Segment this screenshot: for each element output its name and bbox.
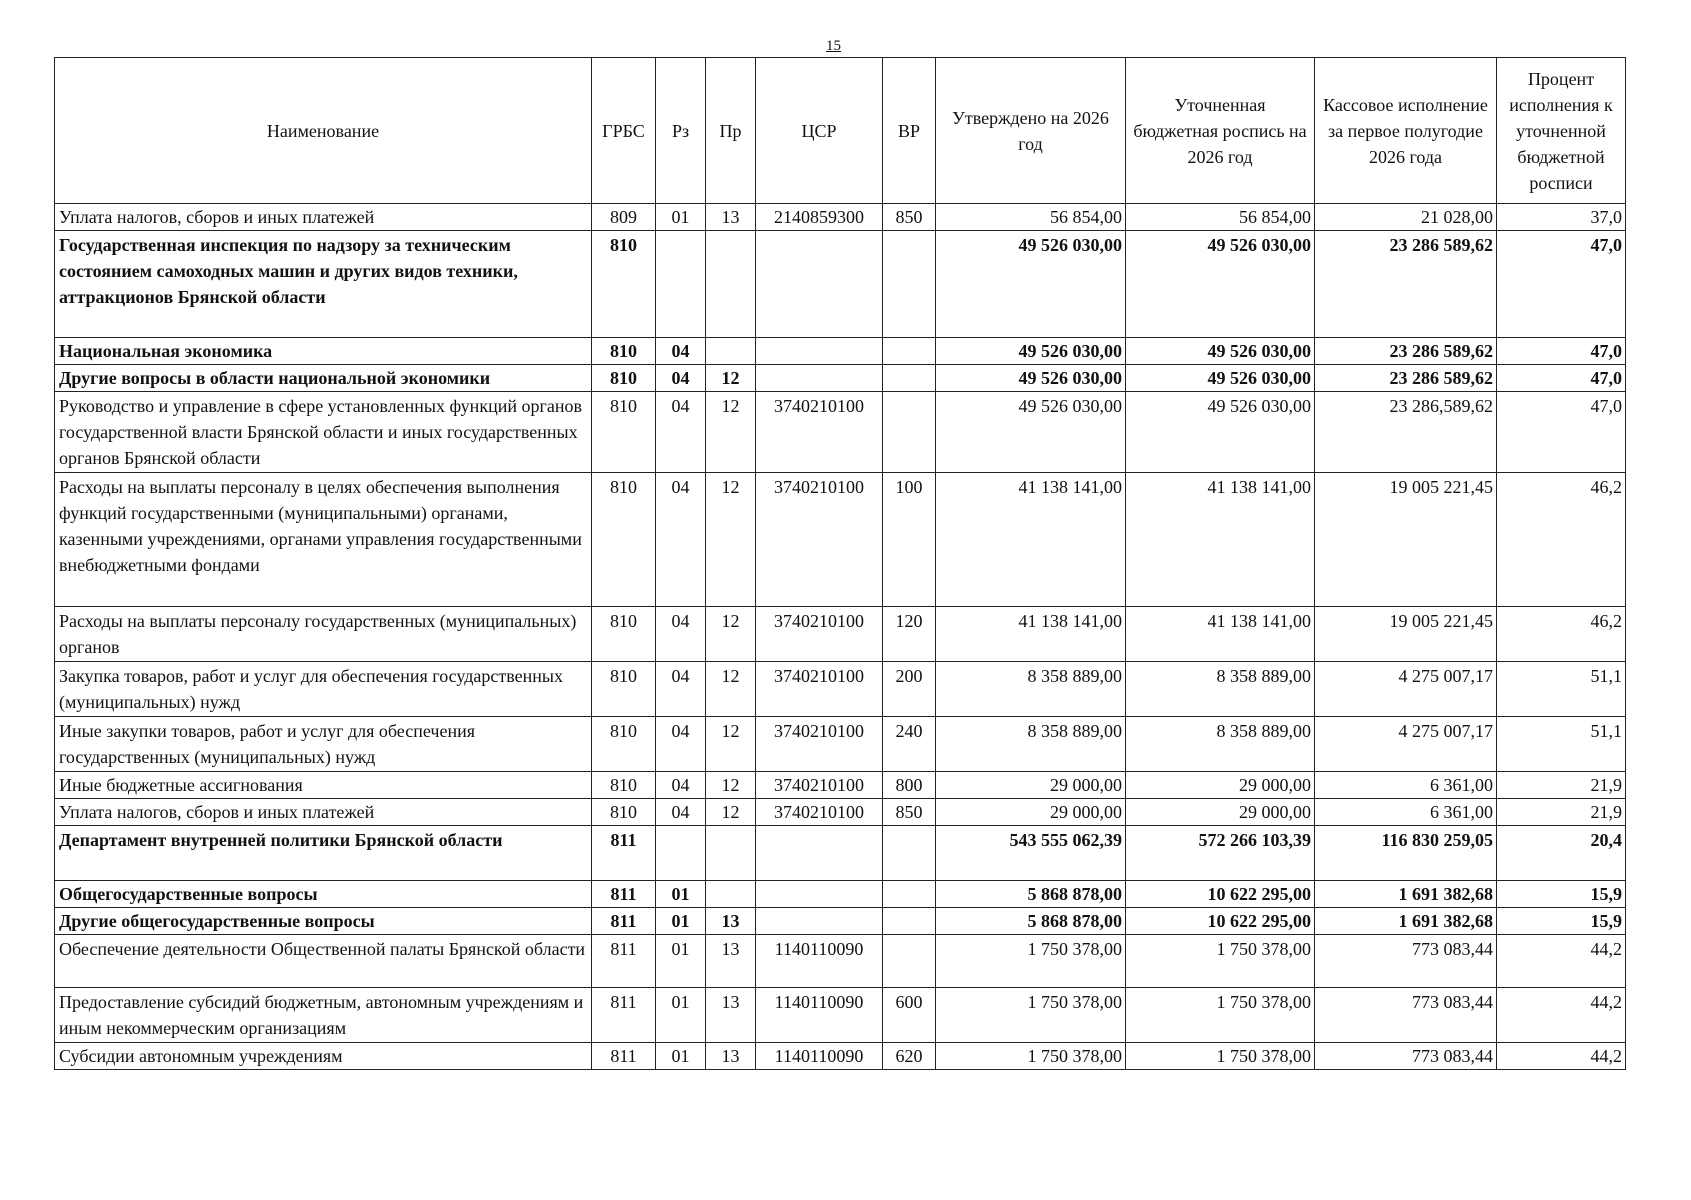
cell-percent: 20,4 <box>1497 826 1626 881</box>
cell-grbs: 809 <box>592 204 656 231</box>
cell-pr: 12 <box>706 607 756 662</box>
cell-vr <box>883 908 936 935</box>
header-percent: Процент исполнения к уточненной бюджетной росписи <box>1497 58 1626 204</box>
cell-refined: 49 526 030,00 <box>1126 231 1315 338</box>
page-number: 15 <box>826 38 841 54</box>
cell-pr: 13 <box>706 908 756 935</box>
cell-csr: 1140110090 <box>756 935 883 988</box>
cell-grbs: 811 <box>592 826 656 881</box>
cell-rz: 04 <box>656 338 706 365</box>
cell-cash: 19 005 221,45 <box>1315 607 1497 662</box>
cell-csr <box>756 365 883 392</box>
cell-cash: 4 275 007,17 <box>1315 662 1497 717</box>
header-csr: ЦСР <box>756 58 883 204</box>
table-row <box>55 799 1626 826</box>
cell-grbs: 810 <box>592 799 656 826</box>
cell-rz: 04 <box>656 365 706 392</box>
table-row <box>55 204 1626 231</box>
cell-rz: 01 <box>656 881 706 908</box>
cell-grbs: 810 <box>592 231 656 338</box>
cell-vr <box>883 935 936 988</box>
cell-percent: 15,9 <box>1497 908 1626 935</box>
cell-name: Национальная экономика <box>55 338 592 365</box>
header-cash: Кассовое исполнение за первое полугодие 2026 года <box>1315 58 1497 204</box>
cell-grbs: 810 <box>592 662 656 717</box>
cell-csr <box>756 338 883 365</box>
cell-vr: 620 <box>883 1043 936 1070</box>
cell-percent: 21,9 <box>1497 799 1626 826</box>
cell-percent: 51,1 <box>1497 662 1626 717</box>
cell-approved: 1 750 378,00 <box>936 935 1126 988</box>
cell-cash: 1 691 382,68 <box>1315 881 1497 908</box>
cell-cash: 773 083,44 <box>1315 935 1497 988</box>
cell-percent: 37,0 <box>1497 204 1626 231</box>
cell-csr: 3740210100 <box>756 772 883 799</box>
cell-approved: 543 555 062,39 <box>936 826 1126 881</box>
cell-csr: 1140110090 <box>756 1043 883 1070</box>
cell-refined: 49 526 030,00 <box>1126 392 1315 473</box>
cell-rz <box>656 231 706 338</box>
cell-cash: 21 028,00 <box>1315 204 1497 231</box>
cell-grbs: 810 <box>592 473 656 607</box>
cell-name: Государственная инспекция по надзору за техническим состоянием самоходных машин и других видов техники, аттракционов Брянской области <box>55 231 592 338</box>
cell-refined: 10 622 295,00 <box>1126 908 1315 935</box>
cell-grbs: 811 <box>592 908 656 935</box>
cell-approved: 5 868 878,00 <box>936 881 1126 908</box>
cell-refined: 1 750 378,00 <box>1126 935 1315 988</box>
cell-csr: 3740210100 <box>756 662 883 717</box>
table-header-row <box>55 58 1626 204</box>
cell-cash: 116 830 259,05 <box>1315 826 1497 881</box>
cell-grbs: 810 <box>592 772 656 799</box>
header-rz: Рз <box>656 58 706 204</box>
cell-rz <box>656 826 706 881</box>
table-row <box>55 473 1626 607</box>
table-row <box>55 772 1626 799</box>
cell-percent: 44,2 <box>1497 1043 1626 1070</box>
table-row <box>55 365 1626 392</box>
cell-vr: 100 <box>883 473 936 607</box>
cell-percent: 47,0 <box>1497 231 1626 338</box>
cell-vr: 120 <box>883 607 936 662</box>
cell-pr: 12 <box>706 473 756 607</box>
cell-rz: 04 <box>656 799 706 826</box>
cell-refined: 41 138 141,00 <box>1126 473 1315 607</box>
cell-cash: 4 275 007,17 <box>1315 717 1497 772</box>
cell-rz: 01 <box>656 935 706 988</box>
header-vr: ВР <box>883 58 936 204</box>
cell-csr: 3740210100 <box>756 473 883 607</box>
cell-refined: 29 000,00 <box>1126 772 1315 799</box>
cell-percent: 44,2 <box>1497 935 1626 988</box>
cell-csr: 3740210100 <box>756 799 883 826</box>
cell-rz: 04 <box>656 772 706 799</box>
cell-cash: 23 286 589,62 <box>1315 231 1497 338</box>
cell-pr: 13 <box>706 988 756 1043</box>
cell-name: Расходы на выплаты персоналу в целях обеспечения выполнения функций государственными (муниципальными) органами, казенными учреждениями, органами управления государственными внебюджетными фондами <box>55 473 592 607</box>
table-row <box>55 662 1626 717</box>
budget-table <box>54 57 1626 1070</box>
table-row <box>55 231 1626 338</box>
cell-vr <box>883 881 936 908</box>
cell-csr: 1140110090 <box>756 988 883 1043</box>
cell-approved: 49 526 030,00 <box>936 231 1126 338</box>
cell-refined: 572 266 103,39 <box>1126 826 1315 881</box>
cell-vr <box>883 365 936 392</box>
cell-rz: 04 <box>656 473 706 607</box>
cell-pr: 12 <box>706 392 756 473</box>
cell-grbs: 811 <box>592 1043 656 1070</box>
cell-vr <box>883 826 936 881</box>
cell-refined: 49 526 030,00 <box>1126 365 1315 392</box>
cell-rz: 01 <box>656 908 706 935</box>
cell-rz: 04 <box>656 392 706 473</box>
cell-approved: 56 854,00 <box>936 204 1126 231</box>
cell-cash: 23 286,589,62 <box>1315 392 1497 473</box>
cell-refined: 10 622 295,00 <box>1126 881 1315 908</box>
header-grbs: ГРБС <box>592 58 656 204</box>
cell-percent: 47,0 <box>1497 365 1626 392</box>
cell-rz: 01 <box>656 1043 706 1070</box>
cell-approved: 1 750 378,00 <box>936 1043 1126 1070</box>
cell-vr <box>883 392 936 473</box>
cell-percent: 15,9 <box>1497 881 1626 908</box>
cell-vr: 850 <box>883 799 936 826</box>
cell-approved: 29 000,00 <box>936 772 1126 799</box>
cell-vr: 800 <box>883 772 936 799</box>
cell-grbs: 811 <box>592 988 656 1043</box>
header-name: Наименование <box>55 58 592 204</box>
cell-cash: 23 286 589,62 <box>1315 338 1497 365</box>
cell-name: Иные закупки товаров, работ и услуг для обеспечения государственных (муниципальных) нужд <box>55 717 592 772</box>
table-row <box>55 717 1626 772</box>
cell-grbs: 810 <box>592 365 656 392</box>
cell-name: Иные бюджетные ассигнования <box>55 772 592 799</box>
table-row <box>55 607 1626 662</box>
table-row <box>55 988 1626 1043</box>
cell-approved: 49 526 030,00 <box>936 392 1126 473</box>
table-row <box>55 1043 1626 1070</box>
cell-pr: 12 <box>706 772 756 799</box>
cell-name: Субсидии автономным учреждениям <box>55 1043 592 1070</box>
table-row <box>55 826 1626 881</box>
cell-refined: 41 138 141,00 <box>1126 607 1315 662</box>
cell-percent: 46,2 <box>1497 607 1626 662</box>
cell-grbs: 811 <box>592 881 656 908</box>
cell-approved: 41 138 141,00 <box>936 473 1126 607</box>
cell-csr <box>756 908 883 935</box>
cell-name: Обеспечение деятельности Общественной палаты Брянской области <box>55 935 592 988</box>
cell-grbs: 810 <box>592 338 656 365</box>
cell-cash: 6 361,00 <box>1315 772 1497 799</box>
cell-percent: 47,0 <box>1497 338 1626 365</box>
cell-vr: 850 <box>883 204 936 231</box>
cell-name: Другие общегосударственные вопросы <box>55 908 592 935</box>
cell-refined: 1 750 378,00 <box>1126 988 1315 1043</box>
cell-vr: 240 <box>883 717 936 772</box>
cell-name: Уплата налогов, сборов и иных платежей <box>55 204 592 231</box>
table-row <box>55 908 1626 935</box>
cell-csr: 3740210100 <box>756 607 883 662</box>
cell-csr: 2140859300 <box>756 204 883 231</box>
cell-grbs: 810 <box>592 607 656 662</box>
header-pr: Пр <box>706 58 756 204</box>
cell-pr: 12 <box>706 799 756 826</box>
cell-cash: 1 691 382,68 <box>1315 908 1497 935</box>
cell-cash: 19 005 221,45 <box>1315 473 1497 607</box>
cell-name: Общегосударственные вопросы <box>55 881 592 908</box>
cell-csr: 3740210100 <box>756 392 883 473</box>
cell-refined: 49 526 030,00 <box>1126 338 1315 365</box>
cell-percent: 51,1 <box>1497 717 1626 772</box>
cell-vr <box>883 338 936 365</box>
cell-rz: 04 <box>656 717 706 772</box>
cell-vr <box>883 231 936 338</box>
cell-approved: 49 526 030,00 <box>936 365 1126 392</box>
cell-name: Департамент внутренней политики Брянской области <box>55 826 592 881</box>
cell-pr <box>706 826 756 881</box>
cell-approved: 8 358 889,00 <box>936 662 1126 717</box>
cell-name: Руководство и управление в сфере установленных функций органов государственной власти Брянской области и иных государственных органов Брянской области <box>55 392 592 473</box>
cell-approved: 5 868 878,00 <box>936 908 1126 935</box>
cell-csr <box>756 881 883 908</box>
cell-approved: 1 750 378,00 <box>936 988 1126 1043</box>
cell-rz: 04 <box>656 662 706 717</box>
cell-grbs: 810 <box>592 717 656 772</box>
cell-cash: 6 361,00 <box>1315 799 1497 826</box>
cell-percent: 46,2 <box>1497 473 1626 607</box>
cell-refined: 8 358 889,00 <box>1126 662 1315 717</box>
table-row <box>55 392 1626 473</box>
cell-name: Расходы на выплаты персоналу государственных (муниципальных) органов <box>55 607 592 662</box>
cell-pr: 12 <box>706 365 756 392</box>
cell-pr <box>706 231 756 338</box>
cell-csr <box>756 826 883 881</box>
cell-csr: 3740210100 <box>756 717 883 772</box>
cell-percent: 44,2 <box>1497 988 1626 1043</box>
cell-rz: 04 <box>656 607 706 662</box>
cell-cash: 23 286 589,62 <box>1315 365 1497 392</box>
cell-pr: 13 <box>706 1043 756 1070</box>
cell-pr: 13 <box>706 935 756 988</box>
cell-csr <box>756 231 883 338</box>
cell-name: Закупка товаров, работ и услуг для обеспечения государственных (муниципальных) нужд <box>55 662 592 717</box>
cell-refined: 29 000,00 <box>1126 799 1315 826</box>
cell-pr <box>706 338 756 365</box>
cell-percent: 21,9 <box>1497 772 1626 799</box>
cell-name: Другие вопросы в области национальной экономики <box>55 365 592 392</box>
header-refined: Уточненная бюджетная роспись на 2026 год <box>1126 58 1315 204</box>
cell-refined: 8 358 889,00 <box>1126 717 1315 772</box>
cell-pr: 12 <box>706 717 756 772</box>
table-row <box>55 338 1626 365</box>
cell-pr: 13 <box>706 204 756 231</box>
cell-name: Предоставление субсидий бюджетным, автономным учреждениям и иным некоммерческим организациям <box>55 988 592 1043</box>
cell-refined: 1 750 378,00 <box>1126 1043 1315 1070</box>
header-approved: Утверждено на 2026 год <box>936 58 1126 204</box>
table-row <box>55 935 1626 988</box>
cell-refined: 56 854,00 <box>1126 204 1315 231</box>
cell-cash: 773 083,44 <box>1315 988 1497 1043</box>
cell-grbs: 811 <box>592 935 656 988</box>
table-row <box>55 881 1626 908</box>
cell-vr: 200 <box>883 662 936 717</box>
cell-name: Уплата налогов, сборов и иных платежей <box>55 799 592 826</box>
cell-approved: 49 526 030,00 <box>936 338 1126 365</box>
cell-pr: 12 <box>706 662 756 717</box>
cell-approved: 8 358 889,00 <box>936 717 1126 772</box>
cell-approved: 41 138 141,00 <box>936 607 1126 662</box>
cell-percent: 47,0 <box>1497 392 1626 473</box>
cell-grbs: 810 <box>592 392 656 473</box>
cell-approved: 29 000,00 <box>936 799 1126 826</box>
cell-cash: 773 083,44 <box>1315 1043 1497 1070</box>
cell-rz: 01 <box>656 204 706 231</box>
cell-vr: 600 <box>883 988 936 1043</box>
cell-rz: 01 <box>656 988 706 1043</box>
cell-pr <box>706 881 756 908</box>
